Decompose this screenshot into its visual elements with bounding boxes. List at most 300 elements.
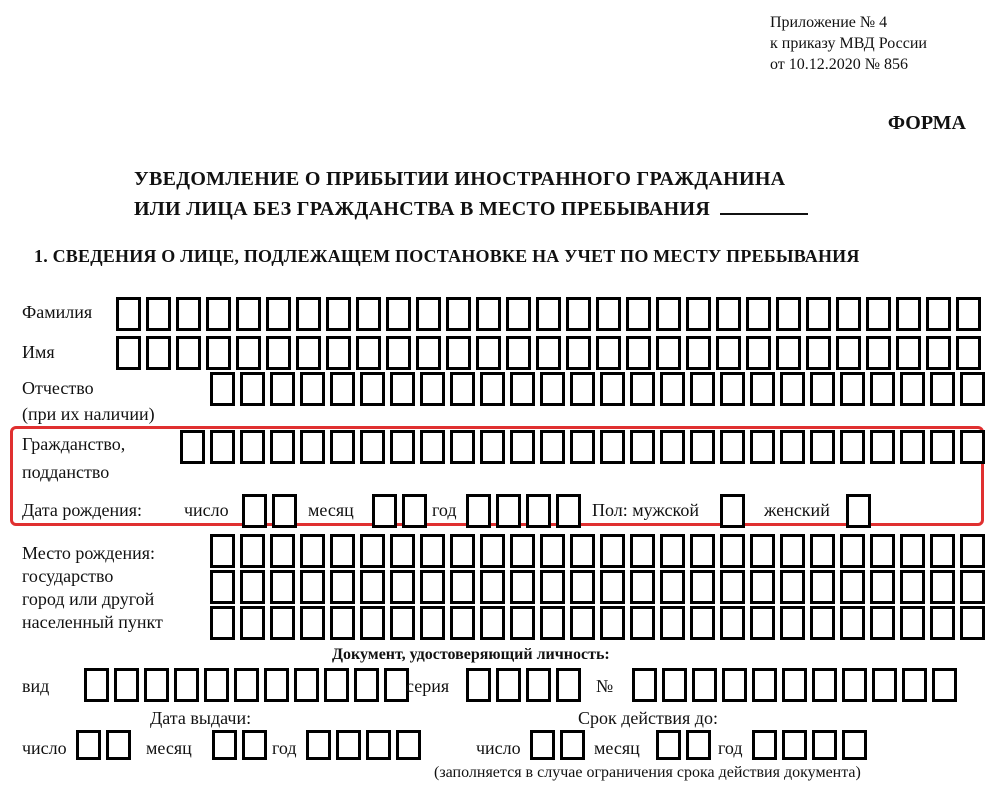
birthplace-state-label: государство (22, 566, 114, 586)
patronymic-label: Отчество (22, 378, 94, 398)
char-cell[interactable] (836, 336, 861, 370)
char-cell[interactable] (660, 430, 685, 464)
char-cell[interactable] (840, 534, 865, 568)
char-cell[interactable] (780, 606, 805, 640)
char-cell[interactable] (480, 606, 505, 640)
patronymic-note: (при их наличии) (22, 404, 155, 424)
char-cell[interactable] (210, 570, 235, 604)
char-cell[interactable] (566, 336, 591, 370)
char-cell[interactable] (450, 372, 475, 406)
char-cell[interactable] (780, 372, 805, 406)
char-cell[interactable] (306, 730, 331, 760)
char-cell[interactable] (116, 336, 141, 370)
char-cell[interactable] (530, 730, 555, 760)
char-cell[interactable] (722, 668, 747, 702)
section-1-heading: 1. СВЕДЕНИЯ О ЛИЦЕ, ПОДЛЕЖАЩЕМ ПОСТАНОВКЕ НА УЧЕТ ПО МЕСТУ ПРЕБЫВАНИЯ (34, 246, 860, 266)
char-cell[interactable] (390, 570, 415, 604)
char-cell[interactable] (540, 430, 565, 464)
char-cell[interactable] (420, 606, 445, 640)
surname-field[interactable] (116, 297, 981, 331)
char-cell[interactable] (234, 668, 259, 702)
char-cell[interactable] (932, 668, 957, 702)
title-blank-field[interactable] (720, 193, 808, 215)
char-cell[interactable] (690, 606, 715, 640)
char-cell[interactable] (264, 668, 289, 702)
char-cell[interactable] (390, 534, 415, 568)
char-cell[interactable] (446, 336, 471, 370)
char-cell[interactable] (206, 336, 231, 370)
char-cell[interactable] (386, 297, 411, 331)
char-cell[interactable] (536, 336, 561, 370)
char-cell[interactable] (540, 372, 565, 406)
issue-year-label: год (272, 738, 297, 758)
char-cell[interactable] (720, 534, 745, 568)
char-cell[interactable] (206, 297, 231, 331)
char-cell[interactable] (960, 534, 985, 568)
char-cell[interactable] (720, 606, 745, 640)
document-type-field[interactable] (84, 668, 409, 702)
char-cell[interactable] (896, 297, 921, 331)
annex-date: от 10.12.2020 № 856 (770, 56, 909, 73)
char-cell[interactable] (600, 534, 625, 568)
char-cell[interactable] (662, 668, 687, 702)
char-cell[interactable] (390, 372, 415, 406)
char-cell[interactable] (556, 494, 581, 528)
char-cell[interactable] (266, 336, 291, 370)
citizenship-field[interactable] (180, 430, 985, 464)
char-cell[interactable] (840, 606, 865, 640)
issue-year-field[interactable] (306, 730, 421, 760)
sex-male-label: Пол: мужской (592, 500, 699, 520)
char-cell[interactable] (630, 570, 655, 604)
char-cell[interactable] (506, 336, 531, 370)
char-cell[interactable] (526, 494, 551, 528)
char-cell[interactable] (896, 336, 921, 370)
char-cell[interactable] (956, 297, 981, 331)
char-cell[interactable] (836, 297, 861, 331)
char-cell[interactable] (750, 534, 775, 568)
char-cell[interactable] (570, 534, 595, 568)
char-cell[interactable] (780, 570, 805, 604)
char-cell[interactable] (632, 668, 657, 702)
valid-day-label: число (476, 738, 521, 758)
sex-female-label: женский (764, 500, 830, 520)
char-cell[interactable] (810, 570, 835, 604)
valid-year-label: год (718, 738, 743, 758)
surname-label: Фамилия (22, 302, 93, 322)
char-cell[interactable] (810, 606, 835, 640)
char-cell[interactable] (600, 372, 625, 406)
birth-day-field[interactable] (242, 494, 297, 528)
char-cell[interactable] (360, 606, 385, 640)
char-cell[interactable] (526, 668, 551, 702)
char-cell[interactable] (600, 570, 625, 604)
char-cell[interactable] (300, 570, 325, 604)
char-cell[interactable] (630, 606, 655, 640)
char-cell[interactable] (496, 494, 521, 528)
document-number-label: № (596, 676, 614, 696)
char-cell[interactable] (720, 372, 745, 406)
char-cell[interactable] (566, 297, 591, 331)
title-line-2: ИЛИ ЛИЦА БЕЗ ГРАЖДАНСТВА В МЕСТО ПРЕБЫВАНИЯ (134, 193, 808, 223)
char-cell[interactable] (806, 336, 831, 370)
char-cell[interactable] (656, 336, 681, 370)
char-cell[interactable] (242, 730, 267, 760)
char-cell[interactable] (360, 534, 385, 568)
char-cell[interactable] (116, 297, 141, 331)
issue-day-field[interactable] (76, 730, 131, 760)
char-cell[interactable] (840, 372, 865, 406)
validity-note: (заполняется в случае ограничения срока действия документа) (434, 764, 861, 781)
char-cell[interactable] (240, 606, 265, 640)
char-cell[interactable] (690, 570, 715, 604)
char-cell[interactable] (480, 570, 505, 604)
issue-date-label: Дата выдачи: (150, 708, 252, 728)
char-cell[interactable] (416, 297, 441, 331)
char-cell[interactable] (812, 668, 837, 702)
birth-day-label: число (184, 500, 229, 520)
char-cell[interactable] (236, 297, 261, 331)
char-cell[interactable] (630, 372, 655, 406)
char-cell[interactable] (272, 494, 297, 528)
char-cell[interactable] (960, 606, 985, 640)
char-cell[interactable] (720, 570, 745, 604)
char-cell[interactable] (956, 336, 981, 370)
char-cell[interactable] (692, 668, 717, 702)
char-cell[interactable] (114, 668, 139, 702)
annex-number: Приложение № 4 (770, 14, 888, 31)
char-cell[interactable] (300, 430, 325, 464)
char-cell[interactable] (752, 730, 777, 760)
char-cell[interactable] (390, 430, 415, 464)
char-cell[interactable] (240, 372, 265, 406)
char-cell[interactable] (656, 730, 681, 760)
char-cell[interactable] (780, 534, 805, 568)
char-cell[interactable] (930, 534, 955, 568)
char-cell[interactable] (630, 430, 655, 464)
char-cell[interactable] (540, 534, 565, 568)
char-cell[interactable] (240, 534, 265, 568)
char-cell[interactable] (240, 430, 265, 464)
char-cell[interactable] (300, 372, 325, 406)
char-cell[interactable] (690, 534, 715, 568)
char-cell[interactable] (144, 668, 169, 702)
char-cell[interactable] (336, 730, 361, 760)
char-cell[interactable] (300, 534, 325, 568)
char-cell[interactable] (420, 570, 445, 604)
char-cell[interactable] (776, 336, 801, 370)
char-cell[interactable] (686, 297, 711, 331)
document-type-label: вид (22, 676, 50, 696)
char-cell[interactable] (866, 297, 891, 331)
char-cell[interactable] (626, 297, 651, 331)
char-cell[interactable] (146, 336, 171, 370)
birth-month-label: месяц (308, 500, 354, 520)
char-cell[interactable] (540, 606, 565, 640)
char-cell[interactable] (900, 430, 925, 464)
char-cell[interactable] (780, 430, 805, 464)
char-cell[interactable] (330, 372, 355, 406)
valid-month-label: месяц (594, 738, 640, 758)
char-cell[interactable] (510, 430, 535, 464)
sex-male-checkbox[interactable] (720, 494, 745, 528)
char-cell[interactable] (630, 534, 655, 568)
char-cell[interactable] (570, 606, 595, 640)
char-cell[interactable] (270, 606, 295, 640)
char-cell[interactable] (420, 430, 445, 464)
char-cell[interactable] (480, 372, 505, 406)
char-cell[interactable] (926, 297, 951, 331)
char-cell[interactable] (600, 430, 625, 464)
char-cell[interactable] (930, 430, 955, 464)
char-cell[interactable] (690, 430, 715, 464)
annex-order: к приказу МВД России (770, 35, 927, 52)
birth-date-label: Дата рождения: (22, 500, 143, 520)
char-cell[interactable] (416, 336, 441, 370)
char-cell[interactable] (690, 372, 715, 406)
char-cell[interactable] (930, 372, 955, 406)
char-cell[interactable] (716, 336, 741, 370)
birthplace-label: Место рождения: (22, 543, 156, 563)
birth-month-field[interactable] (372, 494, 427, 528)
char-cell[interactable] (900, 372, 925, 406)
char-cell[interactable] (480, 430, 505, 464)
name-label: Имя (22, 342, 55, 362)
char-cell[interactable] (300, 606, 325, 640)
char-cell[interactable] (450, 606, 475, 640)
char-cell[interactable] (476, 297, 501, 331)
char-cell[interactable] (782, 730, 807, 760)
char-cell[interactable] (326, 297, 351, 331)
char-cell[interactable] (570, 372, 595, 406)
issue-day-label: число (22, 738, 67, 758)
char-cell[interactable] (750, 372, 775, 406)
char-cell[interactable] (176, 297, 201, 331)
identity-document-heading: Документ, удостоверяющий личность: (332, 646, 610, 663)
char-cell[interactable] (660, 570, 685, 604)
char-cell[interactable] (842, 668, 867, 702)
char-cell[interactable] (746, 336, 771, 370)
char-cell[interactable] (496, 668, 521, 702)
char-cell[interactable] (270, 534, 295, 568)
issue-month-field[interactable] (212, 730, 267, 760)
char-cell[interactable] (354, 668, 379, 702)
char-cell[interactable] (720, 430, 745, 464)
document-series-label: серия (406, 676, 450, 696)
char-cell[interactable] (296, 336, 321, 370)
char-cell[interactable] (366, 730, 391, 760)
birthplace-field-1[interactable] (210, 534, 985, 568)
char-cell[interactable] (686, 730, 711, 760)
char-cell[interactable] (536, 297, 561, 331)
char-cell[interactable] (870, 570, 895, 604)
char-cell[interactable] (870, 606, 895, 640)
char-cell[interactable] (270, 430, 295, 464)
char-cell[interactable] (750, 570, 775, 604)
patronymic-field[interactable] (210, 372, 985, 406)
birthplace-field-3[interactable] (210, 606, 985, 640)
char-cell[interactable] (656, 297, 681, 331)
char-cell[interactable] (902, 668, 927, 702)
char-cell[interactable] (510, 534, 535, 568)
char-cell[interactable] (840, 430, 865, 464)
valid-month-field[interactable] (656, 730, 711, 760)
char-cell[interactable] (76, 730, 101, 760)
document-series-field[interactable] (466, 668, 581, 702)
char-cell[interactable] (660, 534, 685, 568)
char-cell[interactable] (510, 570, 535, 604)
char-cell[interactable] (466, 668, 491, 702)
issue-month-label: месяц (146, 738, 192, 758)
char-cell[interactable] (402, 494, 427, 528)
annex-reference (770, 12, 927, 75)
char-cell[interactable] (870, 430, 895, 464)
char-cell[interactable] (420, 372, 445, 406)
char-cell[interactable] (360, 570, 385, 604)
char-cell[interactable] (210, 372, 235, 406)
char-cell[interactable] (900, 534, 925, 568)
char-cell[interactable] (326, 336, 351, 370)
citizenship-label-2: подданство (22, 462, 110, 482)
char-cell[interactable] (846, 494, 871, 528)
char-cell[interactable] (750, 606, 775, 640)
char-cell[interactable] (686, 336, 711, 370)
char-cell[interactable] (960, 570, 985, 604)
valid-year-field[interactable] (752, 730, 867, 760)
char-cell[interactable] (930, 606, 955, 640)
char-cell[interactable] (480, 534, 505, 568)
char-cell[interactable] (266, 297, 291, 331)
birth-year-field[interactable] (466, 494, 581, 528)
char-cell[interactable] (324, 668, 349, 702)
sex-female-checkbox[interactable] (846, 494, 871, 528)
char-cell[interactable] (296, 297, 321, 331)
document-number-field[interactable] (632, 668, 957, 702)
char-cell[interactable] (390, 606, 415, 640)
char-cell[interactable] (210, 430, 235, 464)
birth-year-label: год (432, 500, 457, 520)
char-cell[interactable] (750, 430, 775, 464)
char-cell[interactable] (930, 570, 955, 604)
char-cell[interactable] (330, 570, 355, 604)
char-cell[interactable] (236, 336, 261, 370)
char-cell[interactable] (842, 730, 867, 760)
document-title (134, 165, 808, 223)
char-cell[interactable] (356, 297, 381, 331)
char-cell[interactable] (240, 570, 265, 604)
char-cell[interactable] (84, 668, 109, 702)
valid-until-label: Срок действия до: (578, 708, 718, 728)
char-cell[interactable] (540, 570, 565, 604)
char-cell[interactable] (396, 730, 421, 760)
char-cell[interactable] (806, 297, 831, 331)
char-cell[interactable] (900, 570, 925, 604)
citizenship-label: Гражданство, (22, 434, 126, 454)
char-cell[interactable] (960, 372, 985, 406)
char-cell[interactable] (106, 730, 131, 760)
title-line-1: УВЕДОМЛЕНИЕ О ПРИБЫТИИ ИНОСТРАННОГО ГРАЖДАНИНА (134, 168, 786, 190)
char-cell[interactable] (466, 494, 491, 528)
char-cell[interactable] (720, 494, 745, 528)
char-cell[interactable] (446, 297, 471, 331)
char-cell[interactable] (870, 534, 895, 568)
char-cell[interactable] (926, 336, 951, 370)
char-cell[interactable] (330, 430, 355, 464)
char-cell[interactable] (270, 372, 295, 406)
birthplace-city-label: город или другой (22, 589, 155, 609)
char-cell[interactable] (810, 372, 835, 406)
char-cell[interactable] (776, 297, 801, 331)
char-cell[interactable] (900, 606, 925, 640)
char-cell[interactable] (360, 372, 385, 406)
char-cell[interactable] (242, 494, 267, 528)
char-cell[interactable] (872, 668, 897, 702)
char-cell[interactable] (810, 534, 835, 568)
char-cell[interactable] (176, 336, 201, 370)
char-cell[interactable] (570, 430, 595, 464)
char-cell[interactable] (840, 570, 865, 604)
valid-day-field[interactable] (530, 730, 585, 760)
char-cell[interactable] (386, 336, 411, 370)
char-cell[interactable] (570, 570, 595, 604)
char-cell[interactable] (294, 668, 319, 702)
char-cell[interactable] (510, 606, 535, 640)
char-cell[interactable] (810, 430, 835, 464)
char-cell[interactable] (510, 372, 535, 406)
char-cell[interactable] (212, 730, 237, 760)
char-cell[interactable] (626, 336, 651, 370)
char-cell[interactable] (450, 430, 475, 464)
char-cell[interactable] (752, 668, 777, 702)
char-cell[interactable] (556, 668, 581, 702)
form-label: ФОРМА (887, 112, 966, 134)
char-cell[interactable] (146, 297, 171, 331)
char-cell[interactable] (270, 570, 295, 604)
char-cell[interactable] (660, 606, 685, 640)
birthplace-locality-label: населенный пункт (22, 612, 163, 632)
char-cell[interactable] (180, 430, 205, 464)
birthplace-field-2[interactable] (210, 570, 985, 604)
char-cell[interactable] (746, 297, 771, 331)
char-cell[interactable] (812, 730, 837, 760)
char-cell[interactable] (866, 336, 891, 370)
char-cell[interactable] (174, 668, 199, 702)
char-cell[interactable] (210, 534, 235, 568)
char-cell[interactable] (960, 430, 985, 464)
char-cell[interactable] (360, 430, 385, 464)
char-cell[interactable] (372, 494, 397, 528)
char-cell[interactable] (716, 297, 741, 331)
char-cell[interactable] (204, 668, 229, 702)
char-cell[interactable] (506, 297, 531, 331)
char-cell[interactable] (596, 297, 621, 331)
char-cell[interactable] (420, 534, 445, 568)
char-cell[interactable] (330, 534, 355, 568)
char-cell[interactable] (660, 372, 685, 406)
char-cell[interactable] (210, 606, 235, 640)
char-cell[interactable] (560, 730, 585, 760)
char-cell[interactable] (330, 606, 355, 640)
char-cell[interactable] (782, 668, 807, 702)
char-cell[interactable] (356, 336, 381, 370)
char-cell[interactable] (450, 534, 475, 568)
char-cell[interactable] (450, 570, 475, 604)
char-cell[interactable] (870, 372, 895, 406)
char-cell[interactable] (596, 336, 621, 370)
char-cell[interactable] (476, 336, 501, 370)
name-field[interactable] (116, 336, 981, 370)
char-cell[interactable] (600, 606, 625, 640)
